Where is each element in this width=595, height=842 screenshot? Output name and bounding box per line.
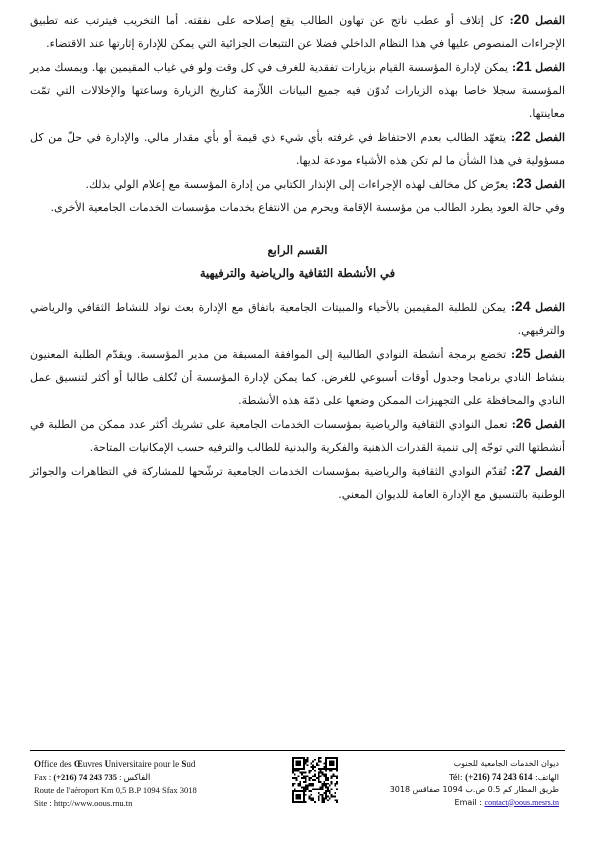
footer-right-block — [359, 758, 559, 809]
article-text: يمكن لإدارة المؤسسة القيام بزيارات تفقدية للغرف في كل وقت ولو في غياب المقيمين بها. ويمسك مدير المؤسسة سجلا خاصا بهذه الزيارات تُدوّن فيه جميع البيانات اللاّزمة كتاريخ الزيارة وساعتها والإخلالات التي تمّت معاينتها. — [30, 61, 565, 120]
article-number: 22 — [515, 128, 531, 144]
footer-org-fr: Office des Œuvres Universitaire pour le Sud — [34, 759, 196, 769]
article-label: الفصل — [535, 348, 566, 361]
footer-site[interactable]: Site : http://www.oous.rnu.tn — [34, 798, 133, 808]
article-number: 27 — [515, 462, 531, 478]
article-number: 20 — [513, 11, 530, 27]
article-label: الفصل — [535, 14, 566, 27]
articles-group-top — [30, 8, 565, 196]
article-22: الفصل 22: يتعهّد الطالب بعدم الاحتفاظ في غرفته بأي شيء ذي قيمة أو بأي مقدار مالي. والإدارة في حلّ من كل مسؤولية في هذا الشأن ما لم تكن هذه الأشياء مودعة لديها. — [30, 128, 566, 167]
footer-org-ar: ديوان الخدمات الجامعية للجنوب — [453, 759, 559, 768]
footer-fax — [34, 771, 264, 784]
closing-line: وفي حالة العود يطرد الطالب من مؤسسة الإقامة ويحرم من الانتفاع بخدمات مؤسسات الخدمات الجامعية الأخرى. — [50, 201, 565, 214]
email-link[interactable]: contact@oous.mesrs.tn — [484, 797, 559, 807]
footer-address-ar: طريق المطار كم 0.5 ص.ب 1094 صفاقس 3018 — [389, 785, 559, 794]
article-label: الفصل — [535, 131, 566, 144]
article-text: تخضع برمجة أنشطة النوادي الطالبية إلى الموافقة المسبقة من مدير المؤسسة. ويقدّم الطلبة المعنيون بنشاط النادي برنامجا وجدول أوقات أسبوعي للغرض. كما يمكن لإدارة المؤسسة أن تُكلف طالبا أو أكثر لتنسيق عمل النادي والمحافظة على التجهيزات الممكن وضعها على ذمّة هذه الأنشطة. — [30, 348, 565, 407]
article-27: الفصل 27: تُقدّم النوادي الثقافية والرياضية بمؤسسات الخدمات الجامعية ترشّحها للمشاركة في التظاهرات والجوائز الوطنية بالتنسيق مع الإدارة العامة للديوان المعني. — [30, 462, 566, 501]
document-body — [30, 8, 565, 506]
article-label: الفصل — [535, 61, 566, 74]
footer-left-block — [34, 758, 264, 810]
article-label: الفصل — [535, 418, 566, 431]
article-number: 24 — [514, 298, 531, 314]
tel-number: (+216) 74 243 614 — [465, 771, 533, 782]
footer-address-fr: Route de l'aéroport Km 0,5 B.P 1094 Sfax 3018 — [34, 785, 197, 795]
article-label: الفصل — [535, 301, 566, 314]
article-number: 26 — [515, 415, 532, 431]
fax-label: Fax : — [34, 772, 54, 782]
section-subtitle: في الأنشطة الثقافية والرياضية والترفيهية — [199, 266, 396, 280]
qr-code-icon — [292, 757, 338, 803]
article-label: الفصل — [535, 465, 566, 478]
fax-label-ar: : الفاكس — [117, 772, 151, 782]
tel-label: الهاتف: Tél: — [449, 772, 559, 782]
article-label: الفصل — [535, 178, 565, 191]
article-20: الفصل 20: كل إتلاف أو عطب ناتج عن تهاون الطالب يقع إصلاحه على نفقته. أما التخريب فيترتب عنه تطبيق الإجراءات المنصوص عليها في هذا النظام الداخلي فضلا عن التتبعات الجزائية التي يمكن للإدارة إثارتها عند الاقتضاء. — [30, 11, 566, 50]
article-26: الفصل 26: تعمل النوادي الثقافية والرياضية بمؤسسات الخدمات الجامعية على تشريك أكثر عدد ممكن من الطلبة في أنشطتها التي توجّه إلى تنمية القدرات الذهنية والفكرية والبدنية للطالب والترفيه حسب الإمكانيات المتاحة. — [30, 415, 566, 454]
footer-email — [359, 797, 559, 810]
article-text: كل إتلاف أو عطب ناتج عن تهاون الطالب يقع إصلاحه على نفقته. أما التخريب فيترتب عنه تطبيق الإجراءات المنصوص عليها في هذا النظام الداخلي فضلا عن التتبعات الجزائية التي يمكن للإدارة إثارتها عند الاقتضاء. — [30, 14, 565, 50]
article-text: يمكن للطلبة المقيمين بالأحياء والمبيتات الجامعية باتفاق مع الإدارة بعث نواد للنشاط الثقافي والرياضي والترفيهي. — [30, 301, 565, 337]
article-21: الفصل 21: يمكن لإدارة المؤسسة القيام بزيارات تفقدية للغرف في كل وقت ولو في غياب المقيمين بها. ويمسك مدير المؤسسة سجلا خاصا بهذه الزيارات تُدوّن فيه جميع البيانات اللاّزمة كتاريخ الزيارة وساعتها والإخلالات التي تمّت معاينتها. — [30, 58, 566, 120]
footer-divider — [30, 750, 565, 751]
article-25: الفصل 25: تخضع برمجة أنشطة النوادي الطالبية إلى الموافقة المسبقة من مدير المؤسسة. ويقدّم الطلبة المعنيون بنشاط النادي برنامجا وجدول أوقات أسبوعي للغرض. كما يمكن لإدارة المؤسسة أن تُكلف طالبا أو أكثر لتنسيق عمل النادي والمحافظة على التجهيزات الممكن وضعها على ذمّة هذه الأنشطة. — [30, 345, 566, 407]
article-number: 21 — [516, 58, 532, 74]
article-number: 23 — [516, 175, 532, 191]
article-number: 25 — [515, 345, 531, 361]
email-label: Email : — [454, 797, 485, 807]
article-text: تعمل النوادي الثقافية والرياضية بمؤسسات الخدمات الجامعية على تشريك أكثر عدد ممكن من الطلبة في أنشطتها التي توجّه إلى تنمية القدرات الذهنية والفكرية والبدنية للطالب والترفيه حسب الإمكانيات المتاحة. — [30, 418, 565, 454]
article-text: تُقدّم النوادي الثقافية والرياضية بمؤسسات الخدمات الجامعية ترشّحها للمشاركة في التظاهرات والجوائز الوطنية بالتنسيق مع الإدارة العامة للديوان المعني. — [30, 465, 565, 501]
article-text: يعرّض كل مخالف لهذه الإجراءات إلى الإنذار الكتابي من إدارة المؤسسة مع إعلام الولي بذلك. — [85, 178, 509, 191]
article-text: يتعهّد الطالب بعدم الاحتفاظ في غرفته بأي شيء ذي قيمة أو بأي مقدار مالي. والإدارة في حلّ من كل مسؤولية في هذا الشأن ما لم تكن هذه الأشياء مودعة لديها. — [30, 131, 565, 167]
section-title: القسم الرابع — [267, 243, 328, 257]
footer-tel — [359, 771, 559, 785]
articles-group-bottom — [30, 295, 565, 506]
article-24: الفصل 24: يمكن للطلبة المقيمين بالأحياء والمبيتات الجامعية باتفاق مع الإدارة بعث نواد للنشاط الثقافي والرياضي والترفيهي. — [30, 298, 566, 337]
fax-number: (+216) 74 243 735 — [53, 772, 118, 782]
article-23: الفصل 23: يعرّض كل مخالف لهذه الإجراءات إلى الإنذار الكتابي من إدارة المؤسسة مع إعلام الولي بذلك. — [85, 175, 565, 191]
